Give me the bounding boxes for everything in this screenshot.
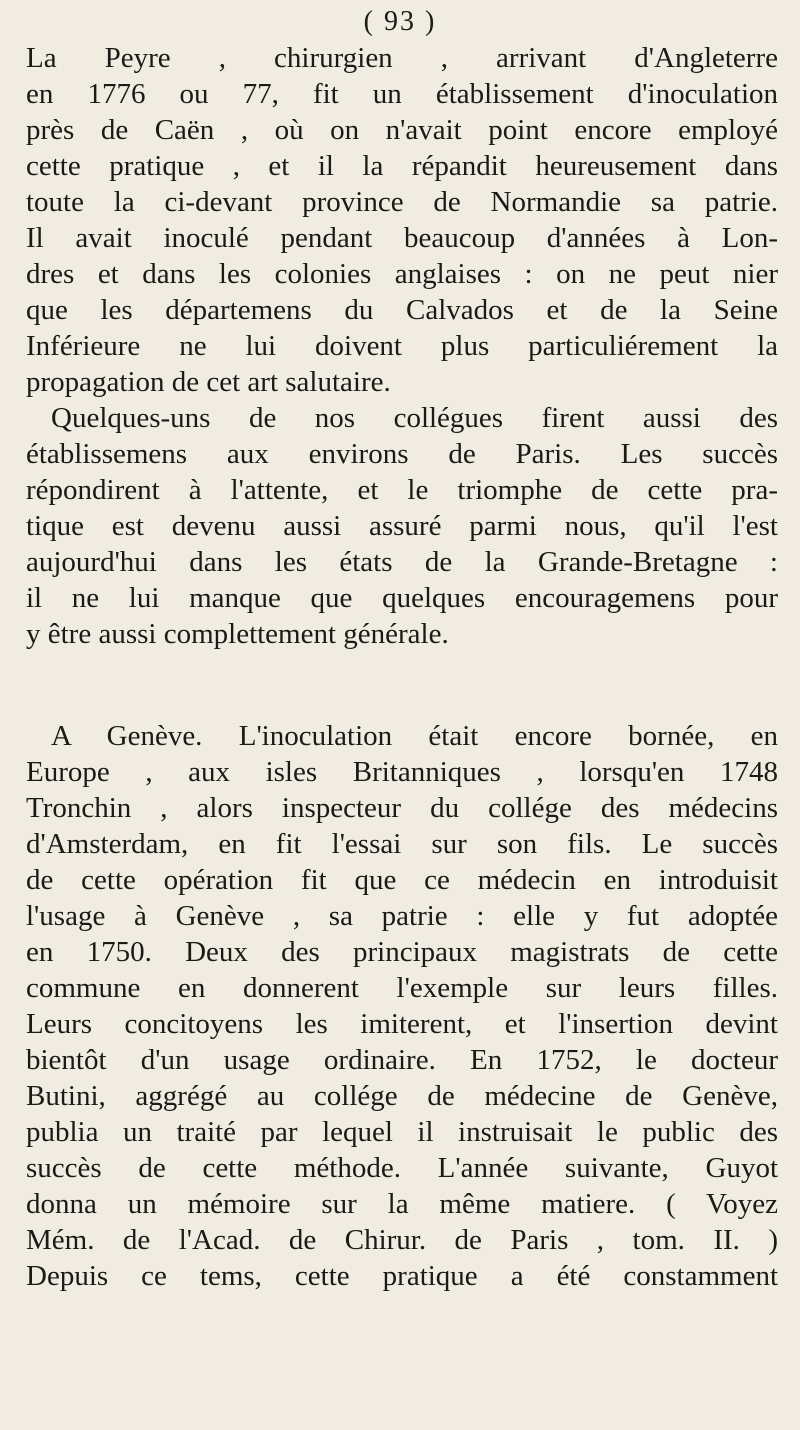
text-line: que les départemens du Calvados et de la Seine	[26, 294, 778, 326]
text-line: cette pratique , et il la répandit heureusement dans	[26, 150, 778, 182]
text-line: Quelques-uns de nos collégues firent aussi des	[51, 402, 778, 434]
page-number: ( 93 )	[363, 6, 437, 37]
text-line: d'Amsterdam, en fit l'essai sur son fils. Le succès	[26, 828, 778, 860]
text-line: propagation de cet art salutaire.	[26, 366, 391, 398]
text-line: près de Caën , où on n'avait point encore employé	[26, 114, 778, 146]
text-line: A Genève. L'inoculation était encore bornée, en	[51, 720, 778, 752]
text-line: y être aussi complettement générale.	[26, 618, 449, 650]
paragraph-la-peyre	[26, 40, 778, 652]
text-line: bientôt d'un usage ordinaire. En 1752, le docteur	[26, 1044, 778, 1076]
text-line: succès de cette méthode. L'année suivante, Guyot	[26, 1152, 778, 1184]
text-line: donna un mémoire sur la même matiere. ( Voyez	[26, 1188, 778, 1220]
text-line: toute la ci-devant province de Normandie sa patrie.	[26, 186, 778, 218]
text-line: établissemens aux environs de Paris. Les succès	[26, 438, 778, 470]
paragraph-geneve	[26, 718, 778, 1294]
text-line: Il avait inoculé pendant beaucoup d'années à Lon-	[26, 222, 778, 254]
text-line: en 1750. Deux des principaux magistrats de cette	[26, 936, 778, 968]
text-line: publia un traité par lequel il instruisait le public des	[26, 1116, 778, 1148]
text-line: Inférieure ne lui doivent plus particuliérement la	[26, 330, 778, 362]
text-line: Leurs concitoyens les imiterent, et l'insertion devint	[26, 1008, 778, 1040]
text-line: commune en donnerent l'exemple sur leurs filles.	[26, 972, 778, 1004]
text-line: il ne lui manque que quelques encouragemens pour	[26, 582, 778, 614]
text-line: Depuis ce tems, cette pratique a été constamment	[26, 1260, 778, 1292]
text-line: aujourd'hui dans les états de la Grande-Bretagne :	[26, 546, 778, 578]
text-line: en 1776 ou 77, fit un établissement d'inoculation	[26, 78, 778, 110]
text-line: La Peyre , chirurgien , arrivant d'Angleterre	[26, 42, 778, 74]
text-line: répondirent à l'attente, et le triomphe de cette pra-	[26, 474, 778, 506]
text-line: tique est devenu aussi assuré parmi nous, qu'il l'est	[26, 510, 778, 542]
text-line: Europe , aux isles Britanniques , lorsqu'en 1748	[26, 756, 778, 788]
text-line: dres et dans les colonies anglaises : on ne peut nier	[26, 258, 778, 290]
text-line: l'usage à Genève , sa patrie : elle y fut adoptée	[26, 900, 778, 932]
text-line: Mém. de l'Acad. de Chirur. de Paris , tom. II. )	[26, 1224, 778, 1256]
text-line: Tronchin , alors inspecteur du collége des médecins	[26, 792, 778, 824]
text-line: Butini, aggrégé au collége de médecine de Genève,	[26, 1080, 778, 1112]
text-line: de cette opération fit que ce médecin en introduisit	[26, 864, 778, 896]
